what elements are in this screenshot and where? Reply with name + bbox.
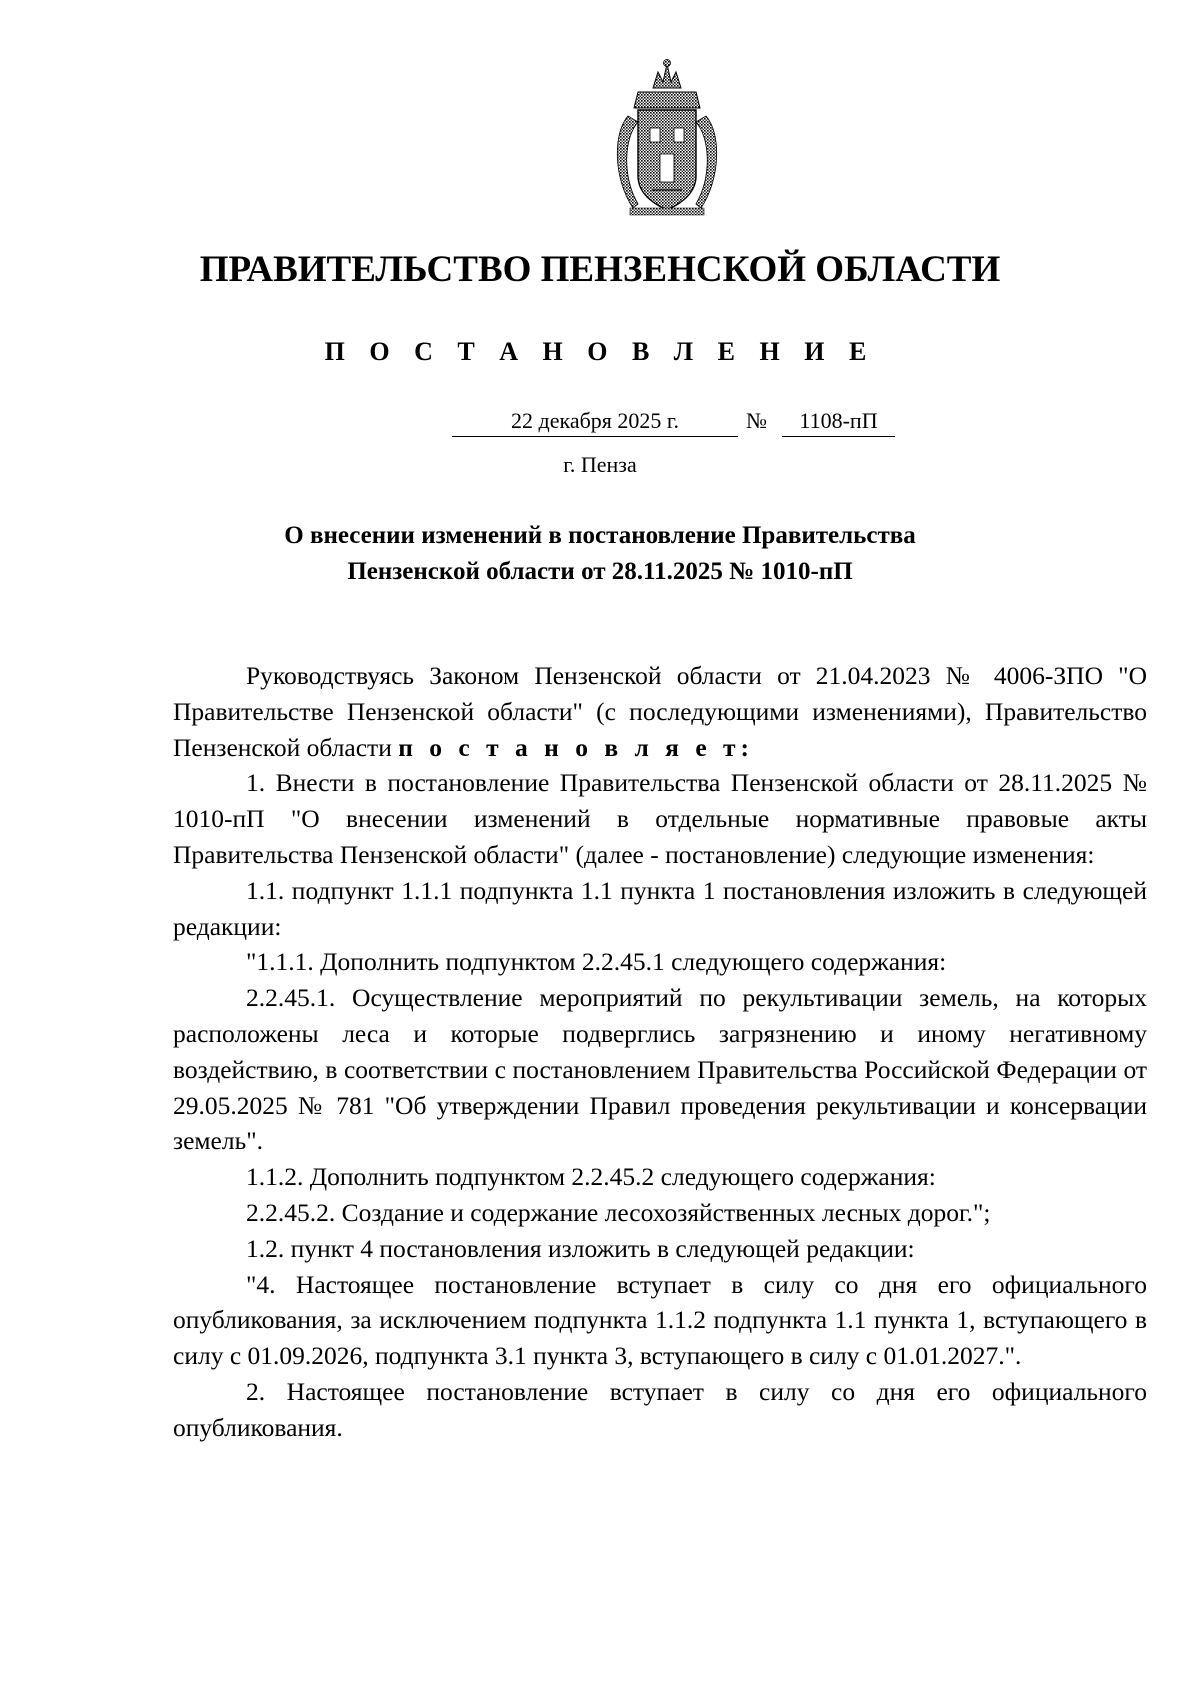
body-paragraph: 1.1.2. Дополнить подпунктом 2.2.45.2 следующего содержания: bbox=[246, 1162, 936, 1192]
document-body bbox=[173, 658, 1147, 1446]
preamble-text: Руководствуясь Законом Пензенской области от 21.04.2023 № 4006-ЗПО "О Правительстве Пензенской области" (с последующими изменениями), Правительство Пензенской области bbox=[173, 661, 1147, 762]
document-subject bbox=[0, 518, 1200, 590]
body-paragraph: 2. Настоящее постановление вступает в силу со дня его официального опубликования. bbox=[173, 1376, 1147, 1442]
document-number: 1108-пП bbox=[782, 408, 895, 437]
document-date: 22 декабря 2025 г. bbox=[452, 408, 738, 437]
body-paragraph: 2.2.45.2. Создание и содержание лесохозяйственных лесных дорог."; bbox=[246, 1197, 991, 1227]
date-number-line bbox=[0, 408, 1200, 444]
subject-line-2: Пензенской области от 28.11.2025 № 1010-пП bbox=[347, 558, 853, 585]
body-paragraph: 1.2. пункт 4 постановления изложить в следующей редакции: bbox=[246, 1233, 915, 1263]
preamble-paragraph bbox=[173, 658, 1147, 765]
coat-of-arms-emblem bbox=[608, 58, 726, 216]
body-paragraph: "4. Настоящее постановление вступает в силу со дня его официального опубликования, за исключением подпункта 1.1.2 подпункта 1.1 пункта 1, вступающего в силу с 01.09.2026, подпункта 3.1 пункта 3, вступающего в силу с 01.01.2027.". bbox=[173, 1269, 1147, 1371]
body-paragraph: 2.2.45.1. Осуществление мероприятий по рекультивации земель, на которых расположены леса и которые подверглись загрязнению и иному негативному воздействию, в соответствии с постановлением Правительства Российской Федерации от 29.05.2025 № 781 "Об утверждении Правил проведения рекультивации и консервации земель". bbox=[173, 983, 1147, 1156]
subject-line-1: О внесении изменений в постановление Правительства bbox=[284, 522, 916, 549]
body-paragraph: 1. Внести в постановление Правительства Пензенской области от 28.11.2025 № 1010-пП "О внесении изменений в отдельные нормативные правовые акты Правительства Пензенской области" (далее - постановление) следующие изменения: bbox=[173, 768, 1147, 869]
body-paragraph: "1.1.1. Дополнить подпунктом 2.2.45.1 следующего содержания: bbox=[246, 947, 947, 977]
decree-word: п о с т а н о в л я е т: bbox=[398, 732, 755, 762]
government-title: ПРАВИТЕЛЬСТВО ПЕНЗЕНСКОЙ ОБЛАСТИ bbox=[199, 249, 1001, 290]
number-sign: № bbox=[746, 408, 767, 433]
body-paragraph: 1.1. подпункт 1.1.1 подпункта 1.1 пункта 1 постановления изложить в следующей редакции: bbox=[173, 875, 1147, 941]
document-type: П О С Т А Н О В Л Е Н И Е bbox=[324, 337, 876, 366]
city: г. Пенза bbox=[563, 452, 637, 477]
